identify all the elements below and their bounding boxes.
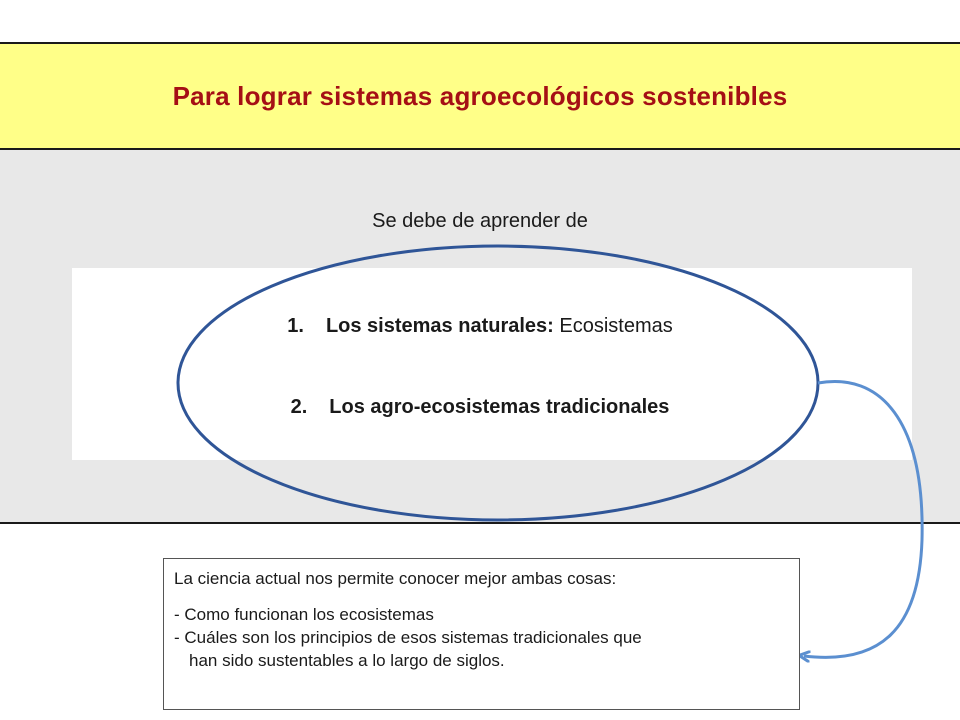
note-line-principles: - Cuáles son los principios de esos sistemas tradicionales que bbox=[174, 628, 642, 647]
title-band bbox=[0, 42, 960, 150]
list-item-bold-text: Los sistemas naturales: bbox=[325, 315, 554, 337]
note-line-ecosystems: - Como funcionan los ecosistemas bbox=[174, 605, 434, 624]
list-item-rest-text: Ecosistemas bbox=[553, 315, 673, 337]
list-item-traditional-agroecosystems bbox=[0, 396, 960, 419]
note-line-centuries: han sido sustentables a lo largo de siglos. bbox=[189, 651, 505, 670]
list-item-natural-systems bbox=[0, 315, 960, 338]
list-number: 2. bbox=[290, 396, 308, 418]
items-panel bbox=[72, 268, 912, 460]
slide-title: Para lograr sistemas agroecológicos sostenibles bbox=[172, 80, 788, 111]
list-number: 1. bbox=[287, 315, 304, 337]
note-box bbox=[163, 558, 800, 710]
note-intro: La ciencia actual nos permite conocer mejor ambas cosas: bbox=[174, 569, 617, 588]
list-item-bold-text: Los agro-ecosistemas tradicionales bbox=[329, 396, 670, 418]
subtitle-text: Se debe de aprender de bbox=[372, 210, 588, 232]
